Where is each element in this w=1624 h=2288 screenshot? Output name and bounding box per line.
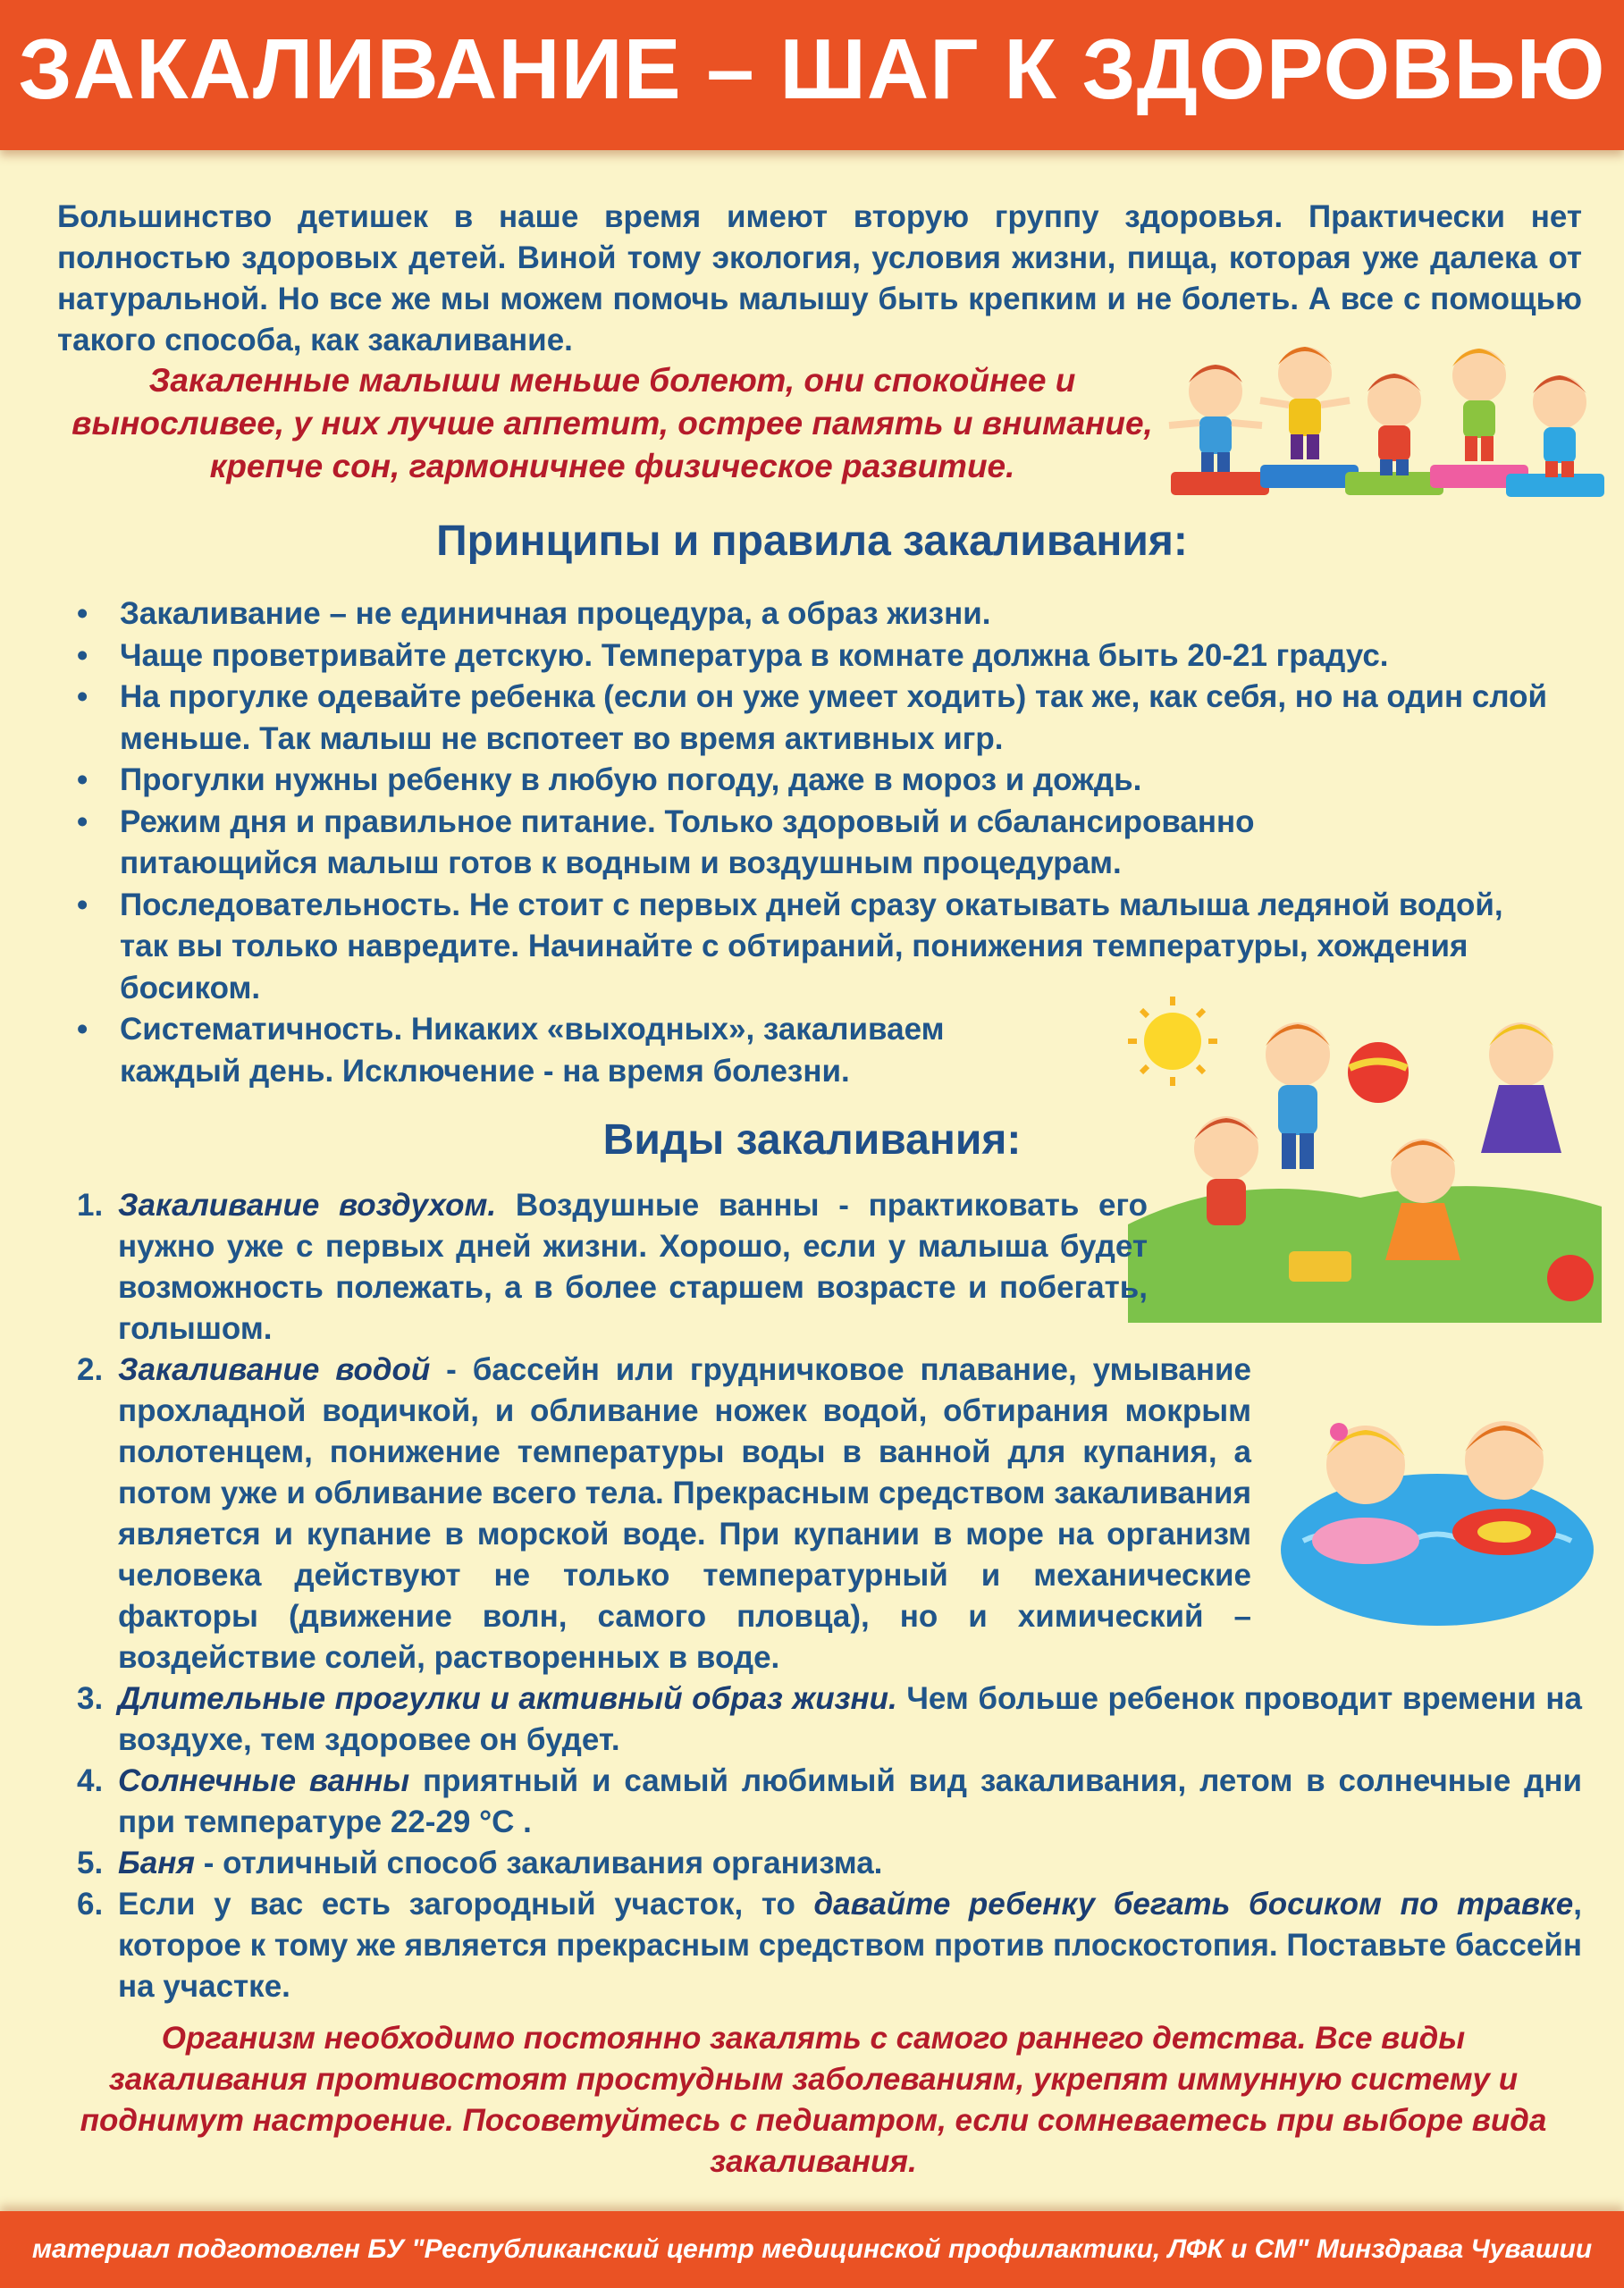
item-text: , которое к тому же является прекрасным средством против плоскостопия. Поставьте бассейн на участке. (118, 1887, 1582, 2004)
footer-credit: материал подготовлен БУ "Республиканский центр медицинской профилактики, ЛФК и СМ" Минздрава Чувашии (31, 2234, 1593, 2264)
item-text-wrap (118, 1352, 1251, 1675)
item-text: - бассейн или грудничковое плавание, умывание прохладной водичкой, и обливание ножек водой, обтирания мокрым полотенцем, понижение температуры воды в ванной для купания, а потом уже и обливание всего тела. Прекрасным средством закаливания является и купание в морской воде. При купании в море на организм человека действуют не только температурный и механические факторы (движение волн, самого пловца), но и химический – воздействие солей, растворенных в воде. (118, 1352, 1251, 1675)
list-item: • Режим дня и правильное питание. Только здоровый и сбалансированно питающийся малыш готов к водным и воздушным процедурам. (77, 802, 1443, 885)
list-item: • Последовательность. Не стоит с первых дней сразу окатывать малыша ледяной водой, так вы только навредите. Начинайте с обтираний, понижения температуры, хождения босиком. (77, 885, 1552, 1010)
item-text: Чем больше ребенок проводит времени на воздухе, тем здоровее он будет. (118, 1681, 1582, 1757)
list-item (77, 1678, 1582, 1761)
list-item (77, 1761, 1582, 1843)
child-figure (1169, 365, 1262, 472)
sun-icon (1128, 997, 1217, 1086)
item-text: - отличный способ закаливания организма. (195, 1846, 883, 1880)
item-number: 3. (77, 1681, 104, 1716)
footer-banner (0, 2211, 1624, 2288)
item-title: Баня (118, 1846, 195, 1880)
child-figure (1533, 375, 1586, 477)
intro-highlight: Закаленные малыши меньше болеют, они спокойнее и выносливее, у них лучше аппетит, острее память и внимание, крепче сон, гармоничнее физическое развитие. (72, 362, 1153, 484)
item-number: 4. (77, 1763, 104, 1798)
page-title: ЗАКАЛИВАНИЕ – ШАГ К ЗДОРОВЬЮ (18, 21, 1606, 117)
item-number: 6. (77, 1887, 104, 1922)
list-item: • Чаще проветривайте детскую. Температура в комнате должна быть 20-21 градус. (77, 635, 1552, 677)
item-title: Длительные прогулки и активный образ жизни. (118, 1681, 897, 1716)
header-banner (0, 0, 1624, 150)
kids-exercise-illustration (1162, 320, 1609, 504)
child-figure (1452, 349, 1506, 461)
item-title: Закаливание воздухом. (118, 1188, 497, 1223)
ball-icon (1348, 1042, 1409, 1103)
item-text-pre: Если у вас есть загородный участок, то (118, 1887, 814, 1922)
item-number: 1. (77, 1188, 104, 1223)
intro-paragraph: Большинство детишек в наше время имеют вторую группу здоровья. Практически нет полностью здоровых детей. Виной тому экология, условия жизни, пища, которая уже далека от натуральной. Но все же мы можем помочь малышу быть крепким и не болеть. А все с помощью такого способа, как закаливание. (57, 199, 1582, 358)
item-text: приятный и самый любимый вид закаливания, летом в солнечные дни при температуре 22-29 °С . (118, 1763, 1582, 1839)
list-item (77, 1185, 1148, 1350)
list-item: • Закаливание – не единичная процедура, а образ жизни. (77, 593, 1552, 635)
item-text: Воздушные ванны - практиковать его нужно уже с первых дней жизни. Хорошо, если у малыша будет возможность полежать, а в более старшем возрасте и побегать, голышом. (118, 1188, 1148, 1346)
child-figure (1367, 374, 1421, 475)
list-item (77, 1884, 1582, 2007)
list-item: • Прогулки нужны ребенку в любую погоду, даже в мороз и дождь. (77, 760, 1552, 802)
child-figure (1260, 347, 1350, 459)
closing-paragraph: Организм необходимо постоянно закалять с самого раннего детства. Все виды закаливания противостоят простудным заболеваниям, укрепят иммунную систему и поднимут настроение. Посоветуйтесь с педиатром, если сомневаетесь при выборе вида закаливания. (80, 2021, 1547, 2179)
principles-heading: Принципы и правила закаливания: (436, 517, 1188, 565)
item-number: 2. (77, 1352, 104, 1387)
item-title: Солнечные ванны (118, 1763, 410, 1798)
kinds-heading: Виды закаливания: (602, 1116, 1022, 1164)
item-title: Закаливание водой (118, 1352, 431, 1387)
item-title: давайте ребенку бегать босиком по травке (813, 1887, 1574, 1922)
item-number: 5. (77, 1846, 104, 1880)
list-item: • На прогулке одевайте ребенка (если он уже умеет ходить) так же, как себя, но на один слой меньше. Так малыш не вспотеет во время активных игр. (77, 677, 1552, 760)
kids-swimming-illustration (1276, 1407, 1598, 1630)
list-item (77, 1843, 1582, 1884)
list-item: • Систематичность. Никаких «выходных», закаливаем каждый день. Исключение - на время болезни. (77, 1009, 1058, 1092)
